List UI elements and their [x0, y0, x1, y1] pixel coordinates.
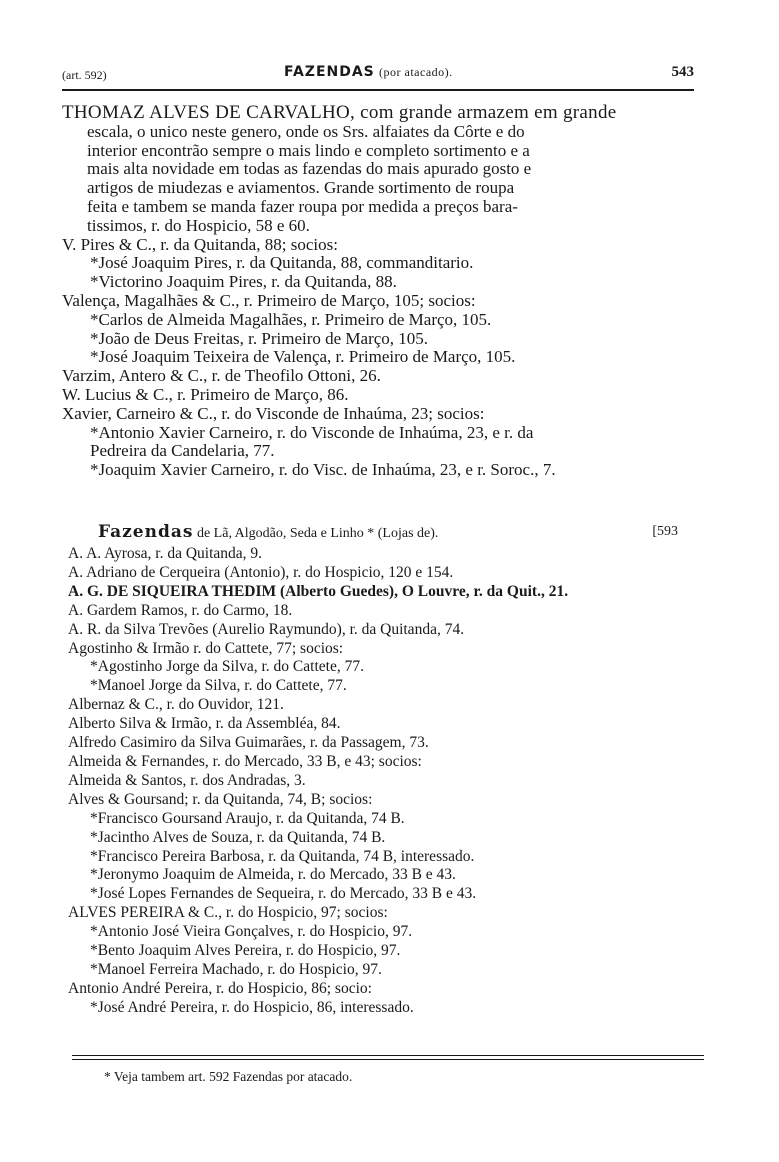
entry-line: V. Pires & C., r. da Quitanda, 88; socios:: [62, 234, 338, 254]
entry-line: *João de Deus Freitas, r. Primeiro de Março, 105.: [90, 328, 429, 348]
entry-line: *José André Pereira, r. do Hospicio, 86, interessado.: [90, 998, 414, 1016]
entry-line: *Francisco Goursand Araujo, r. da Quitanda, 74 B.: [90, 809, 405, 827]
entry-line: Pedreira da Candelaria, 77.: [90, 441, 275, 461]
running-title-sub: (por atacado).: [379, 65, 453, 79]
article-ref: (art. 592): [62, 68, 107, 82]
entries-top: [62, 104, 702, 480]
entry-line: tissimos, r. do Hospicio, 58 e 60.: [87, 215, 310, 235]
entry-line: A. G. DE SIQUEIRA THEDIM (Alberto Guedes), O Louvre, r. da Quit., 21.: [68, 582, 569, 600]
entry-line: *Francisco Pereira Barbosa, r. da Quitanda, 74 B, interessado.: [90, 847, 475, 865]
entry-line: Agostinho & Irmão r. do Cattete, 77; socios:: [68, 639, 344, 657]
entry-line: *Antonio José Vieira Gonçalves, r. do Hospicio, 97.: [90, 923, 413, 941]
footnote: * Veja tambem art. 592 Fazendas por atacado.: [104, 1069, 353, 1084]
footnote-rule: [72, 1055, 704, 1056]
entry-line: *José Joaquim Pires, r. da Quitanda, 88, commanditario.: [90, 253, 474, 273]
entry-line: Alves & Goursand; r. da Quitanda, 74, B; socios:: [68, 790, 373, 808]
entry-line: ALVES PEREIRA & C., r. do Hospicio, 97; socios:: [68, 904, 388, 922]
entry-line: *Joaquim Xavier Carneiro, r. do Visc. de Inhaúma, 23, e r. Soroc., 7.: [90, 460, 556, 480]
entry-line: escala, o unico neste genero, onde os Srs. alfaiates da Côrte e do: [87, 121, 525, 141]
entry-line: *Jacintho Alves de Souza, r. da Quitanda, 74 B.: [90, 828, 386, 846]
entry-line: feita e tambem se manda fazer roupa por medida a preços bara-: [87, 196, 518, 216]
running-title-main: FAZENDAS: [284, 64, 375, 80]
entry-line: Valença, Magalhães & C., r. Primeiro de Março, 105; socios:: [62, 290, 476, 310]
header-rule: [62, 89, 694, 91]
entry-line: *Antonio Xavier Carneiro, r. do Visconde de Inhaúma, 23, e r. da: [90, 422, 534, 442]
entry-line: *José Lopes Fernandes de Sequeira, r. do Mercado, 33 B e 43.: [90, 885, 477, 903]
page-number: 543: [671, 64, 694, 80]
entry-line: *Manoel Ferreira Machado, r. do Hospicio, 97.: [90, 960, 382, 978]
entry-line: *José Joaquim Teixeira de Valença, r. Primeiro de Março, 105.: [90, 347, 516, 367]
entry-line: A. Gardem Ramos, r. do Carmo, 18.: [68, 601, 293, 619]
entry-line: mais alta novidade em todas as fazendas do mais apurado gosto e: [87, 159, 532, 179]
entries-bottom: [68, 545, 708, 1018]
section-subtitle: de Lã, Algodão, Seda e Linho * (Lojas de).: [193, 526, 439, 541]
entry-line: Alberto Silva & Irmão, r. da Assembléa, 84.: [68, 715, 341, 733]
section-heading: [98, 522, 678, 542]
entry-line: *Agostinho Jorge da Silva, r. do Cattete, 77.: [90, 658, 364, 676]
entry-line: Varzim, Antero & C., r. de Theofilo Ottoni, 26.: [62, 366, 381, 386]
entry-line: *Bento Joaquim Alves Pereira, r. do Hospicio, 97.: [90, 942, 401, 960]
entry-line: *Victorino Joaquim Pires, r. da Quitanda, 88.: [90, 272, 397, 292]
entry-line: A. Adriano de Cerqueira (Antonio), r. do Hospicio, 120 e 154.: [68, 563, 454, 581]
entry-line: artigos de miudezas e aviamentos. Grande sortimento de roupa: [87, 178, 515, 198]
entry-line: interior encontrão sempre o mais lindo e completo sortimento e a: [87, 140, 530, 160]
entry-line: Antonio André Pereira, r. do Hospicio, 86; socio:: [68, 979, 372, 997]
entry-line: *Carlos de Almeida Magalhães, r. Primeiro de Março, 105.: [90, 309, 492, 329]
running-title: [284, 64, 453, 81]
entry-line: Almeida & Santos, r. dos Andradas, 3.: [68, 771, 306, 789]
entry-line: *Jeronymo Joaquim de Almeida, r. do Mercado, 33 B e 43.: [90, 866, 456, 884]
entry-line: Almeida & Fernandes, r. do Mercado, 33 B, e 43; socios:: [68, 752, 422, 770]
entry-line: Xavier, Carneiro & C., r. do Visconde de Inhaúma, 23; socios:: [62, 403, 485, 423]
page-header: [62, 64, 694, 88]
entry-line: Alfredo Casimiro da Silva Guimarães, r. da Passagem, 73.: [68, 734, 429, 752]
entry-line: Albernaz & C., r. do Ouvidor, 121.: [68, 696, 284, 714]
entry-line: W. Lucius & C., r. Primeiro de Março, 86.: [62, 384, 349, 404]
section-ref: [593: [652, 524, 678, 539]
section-title: Fazendas: [98, 522, 194, 542]
entry-line: A. A. Ayrosa, r. da Quitanda, 9.: [68, 545, 263, 562]
entry-line: THOMAZ ALVES DE CARVALHO, com grande armazem em grande: [62, 102, 617, 123]
entry-line: *Manoel Jorge da Silva, r. do Cattete, 77.: [90, 677, 347, 695]
footnote-rule-2: [72, 1059, 704, 1060]
entry-line: A. R. da Silva Trevões (Aurelio Raymundo), r. da Quitanda, 74.: [68, 620, 465, 638]
